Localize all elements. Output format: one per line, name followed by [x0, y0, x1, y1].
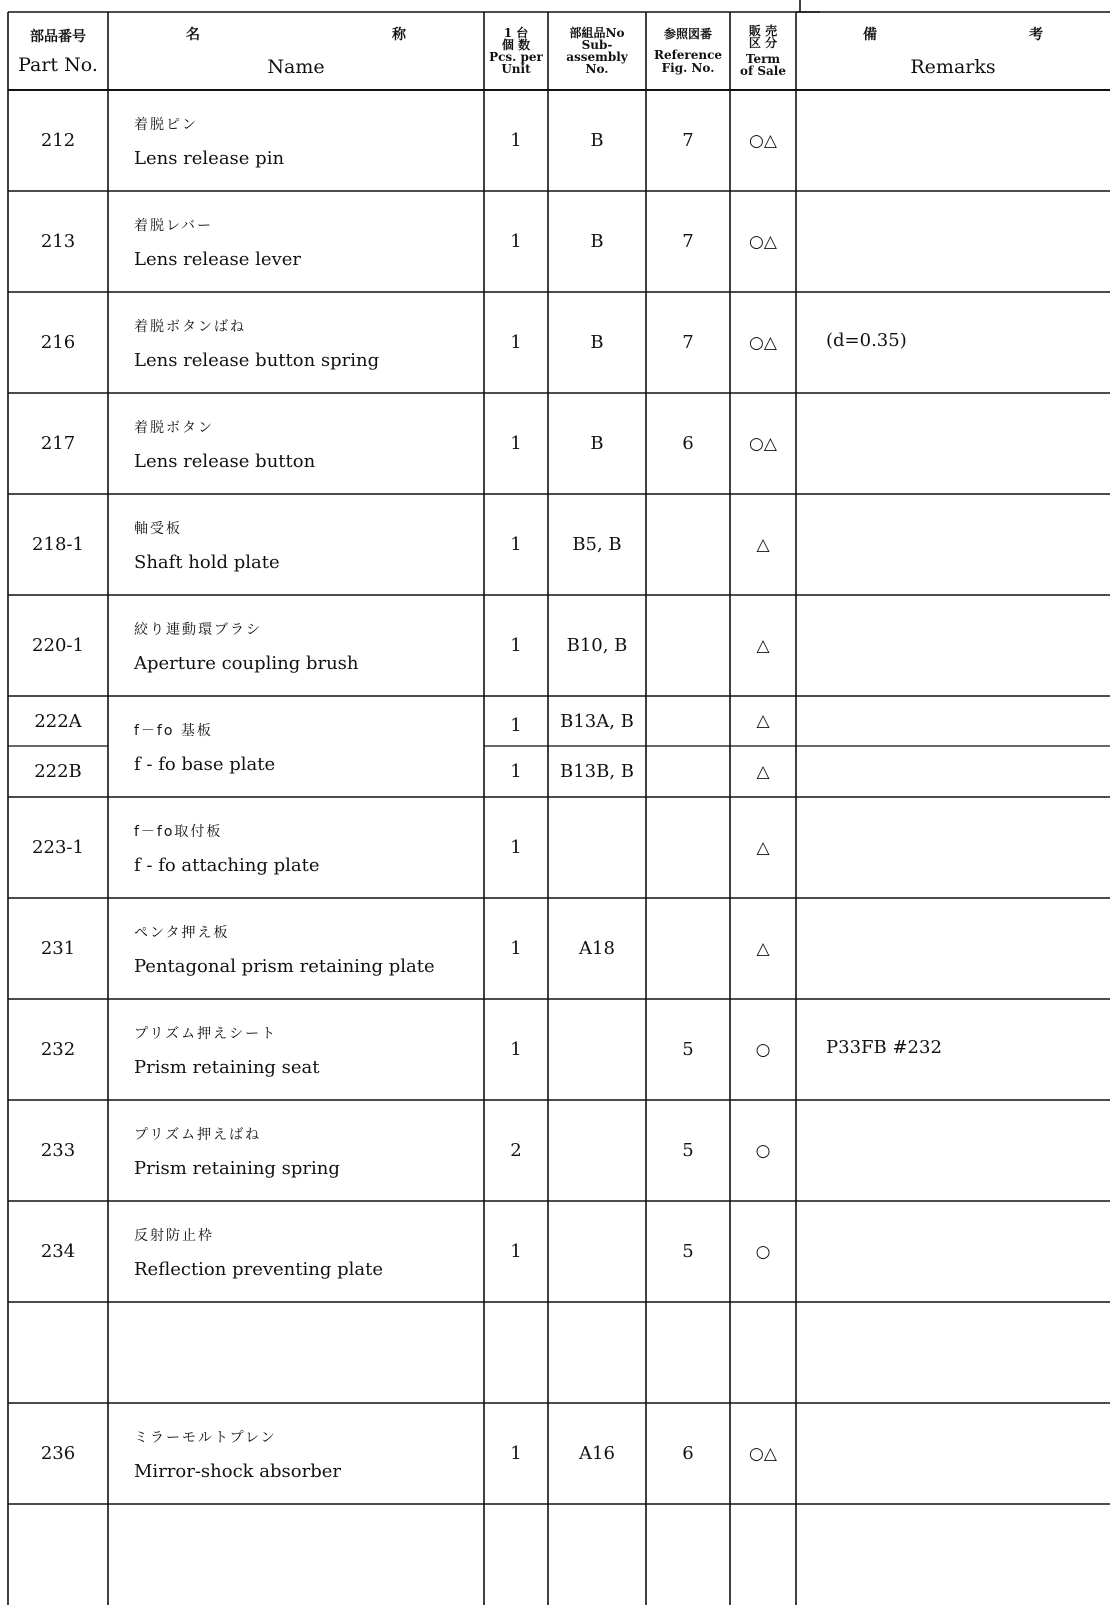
- name-ja: 着脱ボタンばね: [134, 319, 246, 335]
- name-en: Prism retaining spring: [134, 1158, 340, 1179]
- header-term-en-2: of Sale: [740, 64, 786, 78]
- header-name: [108, 12, 484, 90]
- name-ja: 着脱ボタン: [134, 420, 214, 436]
- header-term-ja-1: 販 売: [748, 24, 778, 38]
- part-no-cell: 212: [40, 130, 76, 151]
- name-cell: [134, 114, 284, 169]
- reference-cell: [646, 696, 730, 797]
- pcs-cell: [484, 1504, 548, 1605]
- header-reference: [646, 12, 730, 90]
- sub-assembly-cell: B5, B: [572, 534, 622, 555]
- remarks-cell: P33FB #232: [826, 1037, 942, 1058]
- name-ja: プリズム押えばね: [134, 1127, 262, 1143]
- term-cell: △: [756, 938, 770, 959]
- pcs-cell: 1: [510, 433, 522, 454]
- term-cell: △: [756, 761, 770, 782]
- name-en: Lens release button spring: [134, 350, 380, 371]
- part-no-cell: 222A: [34, 710, 82, 732]
- reference-cell: [646, 1302, 730, 1403]
- name-cell: [134, 821, 320, 876]
- sub-assembly-cell: B: [590, 231, 604, 252]
- pcs-cell: 1: [510, 1443, 522, 1464]
- header-ref-en-1: Reference: [653, 47, 723, 62]
- name-en: Lens release lever: [134, 249, 302, 270]
- term-cell: ○: [755, 1039, 771, 1060]
- sub-assembly-cell: B: [590, 130, 604, 151]
- pcs-cell: 1: [510, 130, 522, 151]
- pcs-cell: 2: [510, 1140, 522, 1161]
- name-en: f - fo base plate: [134, 754, 276, 775]
- pcs-cell: [484, 1302, 548, 1403]
- header-sub-assembly: [548, 12, 646, 90]
- name-cell: [134, 720, 275, 775]
- term-cell: ○: [755, 1241, 771, 1262]
- term-cell: ○△: [749, 332, 777, 353]
- name-ja: 反射防止枠: [134, 1228, 214, 1244]
- part-no-cell: 232: [40, 1039, 76, 1060]
- sub-assembly-cell: B13B, B: [559, 761, 635, 782]
- part-no-cell: 233: [40, 1140, 76, 1161]
- part-no-cell: 217: [40, 433, 76, 454]
- header-remarks-ja-right: 考: [1029, 27, 1043, 43]
- reference-cell: [646, 898, 730, 999]
- part-no-cell: 213: [40, 231, 76, 252]
- name-en: Lens release button: [134, 451, 316, 472]
- name-cell: [134, 1225, 383, 1280]
- header-part-no-ja: 部品番号: [30, 29, 86, 45]
- name-cell: [134, 215, 301, 270]
- header-name-ja-right: 称: [392, 27, 406, 43]
- header-term-en-1: Term: [745, 52, 781, 66]
- term-cell: △: [756, 635, 770, 656]
- reference-cell: 6: [682, 433, 694, 454]
- pcs-cell: 1: [510, 332, 522, 353]
- name-en: Lens release pin: [134, 148, 285, 169]
- name-en: Aperture coupling brush: [134, 653, 359, 674]
- name-en: Prism retaining seat: [134, 1057, 320, 1078]
- name-cell: [134, 518, 280, 573]
- header-pcs-en-1: Pcs. per: [489, 50, 543, 64]
- pcs-cell: 1: [510, 534, 522, 555]
- pcs-cell: 1: [510, 938, 522, 959]
- term-cell: ○: [755, 1140, 771, 1161]
- term-cell: ○△: [749, 1443, 777, 1464]
- term-cell: ○△: [749, 433, 777, 454]
- pcs-cell: 1: [510, 837, 522, 858]
- reference-cell: [646, 1504, 730, 1605]
- term-cell: △: [756, 534, 770, 555]
- name-ja: 軸受板: [134, 521, 182, 537]
- header-remarks-ja-left: 備: [863, 27, 877, 43]
- reference-cell: 7: [682, 332, 694, 353]
- sub-assembly-cell: [548, 1302, 646, 1403]
- part-no-cell: 223-1: [32, 837, 84, 858]
- reference-cell: [646, 797, 730, 898]
- name-ja: 着脱ピン: [134, 117, 198, 133]
- term-cell: ○△: [749, 231, 777, 252]
- name-ja: ミラーモルトプレン: [134, 1430, 277, 1446]
- sub-assembly-cell: A18: [579, 938, 615, 959]
- sub-assembly-cell: B10, B: [566, 635, 628, 656]
- part-no-cell: 236: [40, 1443, 76, 1464]
- name-cell: [134, 1427, 341, 1482]
- reference-cell: 5: [682, 1140, 694, 1161]
- pcs-cell: 1: [510, 761, 522, 782]
- sub-assembly-cell: B: [590, 332, 604, 353]
- name-en: Mirror-shock absorber: [134, 1461, 342, 1482]
- name-ja: f－fo 基板: [134, 723, 213, 739]
- sub-assembly-cell: B: [590, 433, 604, 454]
- sub-assembly-cell: [548, 1100, 646, 1201]
- header-sub-en-3: No.: [585, 62, 609, 76]
- part-no-cell: 220-1: [32, 635, 84, 656]
- header-name-ja-left: 名: [186, 27, 200, 43]
- pcs-cell: 1: [510, 231, 522, 252]
- reference-cell: 5: [682, 1241, 694, 1262]
- part-no-cell: [8, 1302, 108, 1403]
- name-cell: [134, 1124, 340, 1179]
- name-en: Shaft hold plate: [134, 552, 280, 573]
- term-cell: [730, 1302, 796, 1403]
- term-cell: ○△: [749, 130, 777, 151]
- term-cell: △: [756, 837, 770, 858]
- reference-cell: 6: [682, 1443, 694, 1464]
- header-ref-en-2: Fig. No.: [661, 60, 715, 75]
- sub-assembly-cell: [548, 1504, 646, 1605]
- name-ja: プリズム押えシート: [134, 1026, 278, 1042]
- name-cell: [134, 1023, 320, 1078]
- header-sub-ja: 部組品No: [569, 26, 625, 40]
- name-ja: f－fo取付板: [134, 824, 223, 840]
- sub-assembly-cell: B13A, B: [560, 710, 634, 732]
- part-no-cell: 218-1: [32, 534, 84, 555]
- pcs-cell: 1: [510, 1241, 522, 1262]
- name-ja: ペンタ押え板: [134, 925, 230, 941]
- name-en: Pentagonal prism retaining plate: [134, 956, 435, 977]
- header-ref-ja: 参照図番: [663, 26, 712, 41]
- reference-cell: 7: [682, 130, 694, 151]
- header-term: [730, 12, 796, 90]
- sub-assembly-cell: [548, 797, 646, 898]
- header-remarks-en: Remarks: [910, 56, 996, 78]
- header-pcs-ja-2: 個 数: [501, 38, 531, 52]
- header-name-en: Name: [267, 56, 325, 78]
- pcs-cell: 1: [510, 635, 522, 656]
- header-part-no-en: Part No.: [18, 54, 98, 76]
- term-cell: [730, 1504, 796, 1605]
- reference-cell: 5: [682, 1039, 694, 1060]
- pcs-cell: 1: [510, 1039, 522, 1060]
- header-sub-en-1: Sub-: [581, 38, 613, 52]
- header-term-ja-2: 区 分: [748, 36, 778, 50]
- part-no-cell: 234: [40, 1241, 76, 1262]
- reference-cell: [646, 595, 730, 696]
- part-no-cell: 216: [40, 332, 76, 353]
- name-cell: [134, 922, 435, 977]
- header-remarks: [796, 12, 1110, 90]
- name-ja: 絞り連動環ブラシ: [134, 622, 262, 638]
- name-cell: [134, 417, 315, 472]
- header-pcs-ja-1: 1 台: [503, 26, 529, 40]
- header-pcs-en-2: Unit: [501, 62, 531, 76]
- header-part-no: [8, 12, 108, 90]
- sub-assembly-cell: A16: [579, 1443, 615, 1464]
- header-pcs: [484, 12, 548, 90]
- remarks-cell: (d=0.35): [826, 330, 907, 351]
- reference-cell: 7: [682, 231, 694, 252]
- name-en: Reflection preventing plate: [134, 1259, 384, 1280]
- part-no-cell: [8, 1504, 108, 1605]
- reference-cell: [646, 494, 730, 595]
- name-ja: 着脱レバー: [134, 218, 214, 234]
- header-sub-en-2: assembly: [566, 50, 628, 64]
- name-en: f - fo attaching plate: [134, 855, 320, 876]
- pcs-cell: 1: [510, 714, 522, 736]
- name-cell: [134, 316, 379, 371]
- part-no-cell: 222B: [34, 761, 82, 782]
- name-cell: [134, 619, 359, 674]
- sub-assembly-cell: [548, 1201, 646, 1302]
- sub-assembly-cell: [548, 999, 646, 1100]
- term-cell: △: [756, 711, 770, 731]
- part-no-cell: 231: [40, 938, 76, 959]
